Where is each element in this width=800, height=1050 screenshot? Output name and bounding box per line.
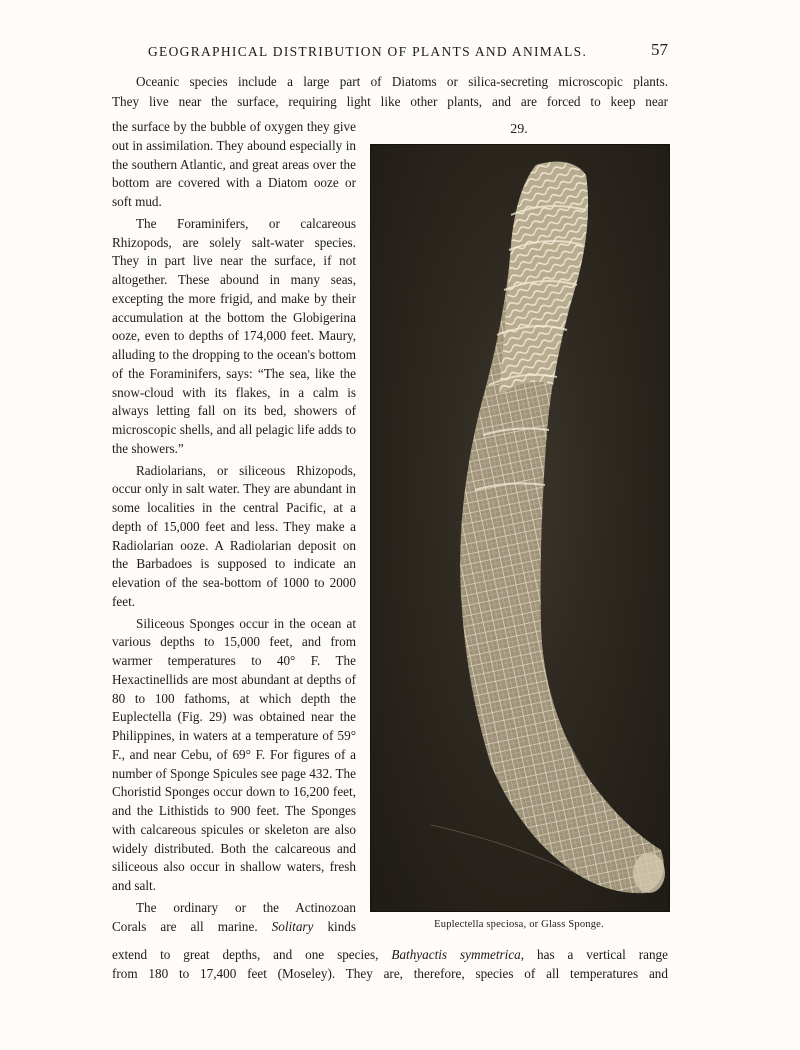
intro-line-1: Oceanic species include a large part of Diatoms or silica-secreting microscopic plants. bbox=[136, 74, 668, 89]
sponge-illustration bbox=[371, 145, 669, 911]
figure-plate bbox=[370, 144, 670, 912]
corals-text-a: Corals are all marine. bbox=[112, 918, 258, 934]
running-head: GEOGRAPHICAL DISTRIBUTION OF PLANTS AND ANIMALS. bbox=[148, 44, 588, 59]
page-number: 57 bbox=[651, 40, 668, 59]
paragraph-radiolarians: Radiolarians, or siliceous Rhizopods, occur only in salt water. They are abundant in some localities in the central Pacific, at a depth of 15,000 feet and less. They make a Radiolarian ooze. A Radiolarian deposit on the Barbadoes is supposed to indicate an elevation of the sea-bottom of 1000 to 2000 feet. bbox=[112, 462, 356, 609]
figure-caption: Euplectella speciosa, or Glass Sponge. bbox=[434, 919, 604, 930]
closing-line-2: from 180 to 17,400 feet (Moseley). They are, therefore, species of all temperatures and bbox=[112, 966, 668, 981]
paragraph-corals-line-2 bbox=[112, 918, 356, 937]
paragraph-diatoms: the surface by the bubble of oxygen they give out in assimilation. They abound especially in the southern Atlantic, and great areas over the bottom are covered with a Diatom ooze or soft mud. bbox=[112, 119, 356, 209]
closing-text-b: , has a vertical range bbox=[520, 947, 669, 962]
closing-line-1 bbox=[112, 945, 668, 964]
paragraph-sponges: Siliceous Sponges occur in the ocean at various depths to 15,000 feet, and from warmer temperatures to 40° F. The Hexactinellids are most abundant at depths of 80 to 100 fathoms, at which depth the Euplectella (Fig. 29) was obtained near the Philippines, in waters at a temperature of 59° F., and near Cebu, of 69° F. For figures of a number of Sponge Spicules see page 432. The Choristid Sponges occur down to 16,200 feet, and the Lithistids to 900 feet. The Sponges with calcareous spicules or skeleton are also widely distributed. Both the calcareous and siliceous also occur in shallow waters, fresh and salt. bbox=[112, 615, 356, 893]
paragraph-corals-line-1: The ordinary or the Actinozoan bbox=[136, 899, 356, 915]
page-header bbox=[112, 40, 668, 66]
paragraph-foraminifers: The Foraminifers, or calcareous Rhizopods, are solely salt-water species. They in part live near the surface, if not altogether. These abound in many seas, excepting the more frigid, and make by their accumulation at the bottom the Globigerina ooze, even to depths of 174,000 feet. Maury, alluding to the dropping to the ocean's bottom of the Foraminifers, says: “The sea, like the snow-cloud with its flakes, in a calm is always letting fall on its bed, showers of microscopic shells, and all pelagic life adds to the showers.” bbox=[112, 215, 356, 456]
closing-species: Bathyactis symmetrica bbox=[391, 947, 521, 962]
figure-number: 29. bbox=[510, 122, 528, 137]
corals-text-b: kinds bbox=[327, 918, 357, 934]
closing-text-a: extend to great depths, and one species, bbox=[112, 947, 379, 962]
corals-solitary: Solitary bbox=[271, 918, 314, 934]
text-column bbox=[112, 118, 356, 936]
intro-line-2: They live near the surface, requiring light like other plants, and are forced to keep near bbox=[112, 94, 668, 109]
